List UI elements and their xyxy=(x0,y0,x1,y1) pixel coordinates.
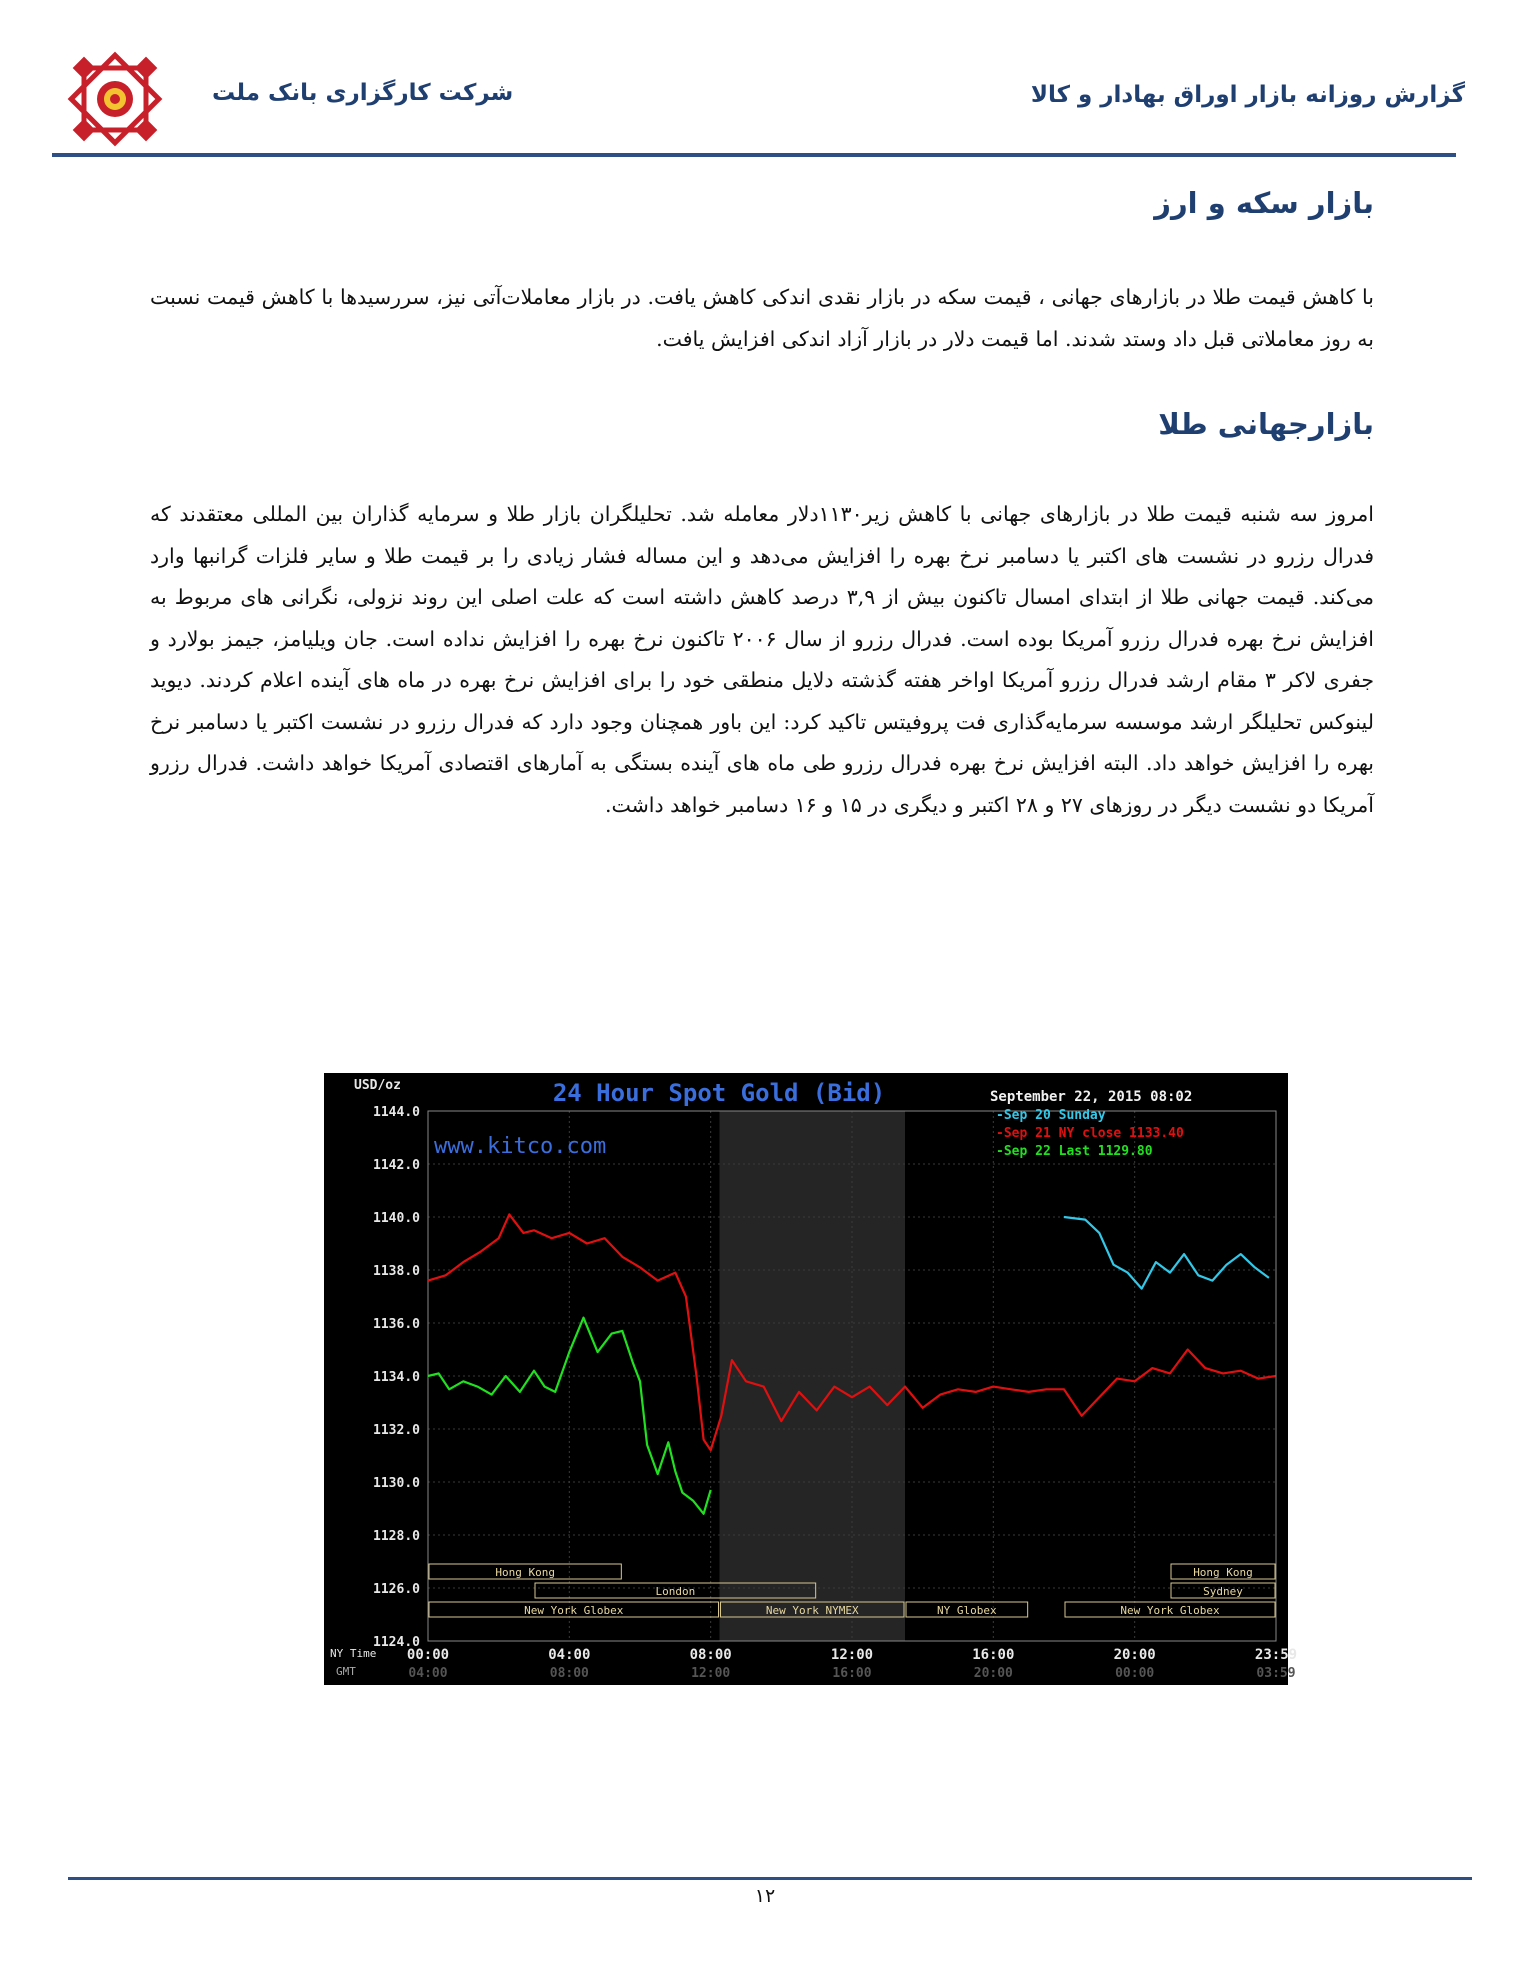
header-divider xyxy=(52,153,1456,157)
x-tick-label-gmt: 20:00 xyxy=(973,1666,1013,1681)
x-tick-label-ny: 23:59 xyxy=(1254,1647,1298,1663)
session-label: Hong Kong xyxy=(1193,1566,1253,1579)
y-tick-label: 1138.0 xyxy=(373,1264,420,1279)
section-title-global-gold: بازارجهانی طلا xyxy=(1158,407,1374,441)
y-tick-label: 1130.0 xyxy=(373,1476,420,1491)
chart-watermark: www.kitco.com xyxy=(434,1134,607,1159)
chart-title: 24 Hour Spot Gold (Bid) xyxy=(552,1079,886,1107)
x-tick-label-ny: 12:00 xyxy=(830,1647,874,1663)
x-tick-label-ny: 00:00 xyxy=(406,1647,450,1663)
session-label: Hong Kong xyxy=(495,1566,555,1579)
company-name: شرکت کارگزاری بانک ملت xyxy=(212,80,514,106)
series-line-0 xyxy=(1064,1217,1269,1289)
y-tick-label: 1132.0 xyxy=(373,1423,420,1438)
bank-mellat-logo xyxy=(62,46,168,152)
y-tick-label: 1136.0 xyxy=(373,1317,420,1332)
gmt-label: GMT xyxy=(336,1665,356,1678)
x-tick-label-gmt: 04:00 xyxy=(408,1666,448,1681)
x-tick-label-gmt: 03:59 xyxy=(1256,1666,1296,1681)
x-tick-label-ny: 20:00 xyxy=(1113,1647,1156,1663)
y-tick-label: 1128.0 xyxy=(373,1529,420,1544)
footer-divider xyxy=(68,1877,1472,1880)
page-number: ۱۲ xyxy=(754,1885,776,1907)
session-label: New York Globex xyxy=(524,1604,624,1617)
session-label: NY Globex xyxy=(937,1604,997,1617)
session-label: New York NYMEX xyxy=(765,1604,859,1617)
chart-date: September 22, 2015 08:02 xyxy=(990,1089,1193,1105)
x-tick-label-gmt: 00:00 xyxy=(1115,1666,1155,1681)
y-tick-label: 1124.0 xyxy=(373,1635,420,1650)
paragraph-coin-currency: با کاهش قیمت طلا در بازارهای جهانی ، قیمت سکه در بازار نقدی اندکی کاهش یافت. در بازار معاملات‌آتی نیز، سررسیدها با کاهش قیمت نسبت به روز معاملاتی قبل داد وستد شدند. اما قیمت دلار در بازار آزاد اندکی افزایش یافت. xyxy=(150,285,1374,351)
x-tick-label-gmt: 12:00 xyxy=(691,1666,731,1681)
x-tick-label-ny: 16:00 xyxy=(972,1647,1015,1663)
y-tick-label: 1140.0 xyxy=(373,1211,420,1226)
y-tick-label: 1126.0 xyxy=(373,1582,420,1597)
session-label: Sydney xyxy=(1203,1585,1243,1598)
session-label: London xyxy=(655,1585,696,1598)
y-tick-label: 1134.0 xyxy=(373,1370,420,1385)
market-hours-shading xyxy=(720,1111,906,1641)
gold-price-chart xyxy=(324,1073,1298,1685)
section-title-coin-currency: بازار سکه و ارز xyxy=(1154,186,1374,220)
y-tick-label: 1142.0 xyxy=(373,1158,420,1173)
chart-svg xyxy=(324,1073,1298,1685)
session-label: New York Globex xyxy=(1120,1604,1220,1617)
x-tick-label-gmt: 16:00 xyxy=(832,1666,872,1681)
x-tick-label-ny: 08:00 xyxy=(689,1647,732,1663)
legend-entry: -Sep 20 Sunday xyxy=(996,1108,1106,1123)
legend-entry: -Sep 21 NY close 1133.40 xyxy=(996,1126,1184,1141)
x-tick-label-ny: 04:00 xyxy=(548,1647,591,1663)
ny-time-label: NY Time xyxy=(330,1647,377,1660)
report-title: گزارش روزانه بازار اوراق بهادار و کالا xyxy=(1030,82,1465,108)
x-tick-label-gmt: 08:00 xyxy=(549,1666,589,1681)
legend-entry: -Sep 22 Last 1129.80 xyxy=(996,1144,1153,1159)
y-axis-label: USD/oz xyxy=(354,1078,401,1093)
paragraph-global-gold: امروز سه شنبه قیمت طلا در بازارهای جهانی با کاهش زیر۱۱۳۰دلار معامله شد. تحلیلگران بازار طلا و سرمایه گذاران بین المللی معتقدند که فدرال رزرو در نشست های اکتبر یا دسامبر نرخ بهره را افزایش می‌دهد و این مساله فشار زیادی را بر قیمت طلا و سایر فلزات گرانبها وارد می‌کند. قیمت جهانی طلا از ابتدای امسال تاکنون بیش از ۳,۹ درصد کاهش داشته است که علت اصلی این روند نزولی، نگرانی های مربوط به افزایش نرخ بهره فدرال رزرو آمریکا بوده است. فدرال رزرو از سال ۲۰۰۶ تاکنون نرخ بهره را افزایش نداده است. جان ویلیامز، جیمز بولارد و جفری لاکر ۳ مقام ارشد فدرال رزرو آمریکا اواخر هفته گذشته دلایل منطقی خود را برای افزایش نرخ بهره در ماه های آینده اعلام کردند. دیوید لینوکس تحلیلگر ارشد موسسه سرمایه‌گذاری فت پروفیتس تاکید کرد: این باور همچنان وجود دارد که فدرال رزرو در نشست اکتبر یا دسامبر نرخ بهره را افزایش خواهد داد. البته افزایش نرخ بهره فدرال رزرو طی ماه های آینده بستگی به آمارهای اقتصادی آمریکا خواهد داشت. فدرال رزرو آمریکا دو نشست دیگر در روزهای ۲۷ و ۲۸ اکتبر و دیگری در ۱۵ و ۱۶ دسامبر خواهد داشت. xyxy=(150,502,1374,817)
y-tick-label: 1144.0 xyxy=(373,1105,420,1120)
